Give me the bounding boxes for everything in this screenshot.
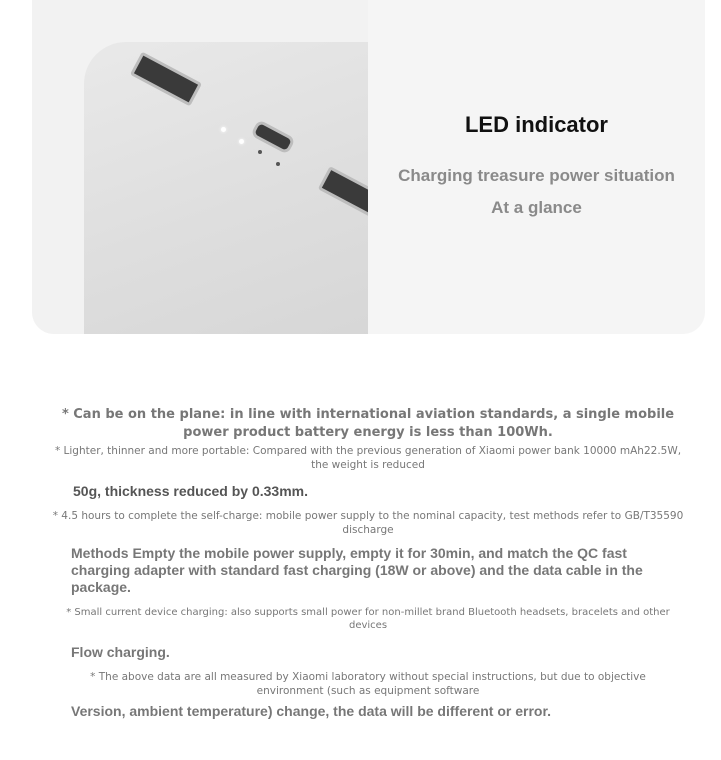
hero-subtitle: At a glance: [491, 198, 582, 217]
hero-subtitle: Charging treasure power situation: [398, 166, 675, 185]
page-title: LED indicator: [464, 112, 608, 137]
body-paragraph: Methods Empty the mobile power supply, empty it for 30min, and match the QC fast charging adapter with standard fast charging (18W or above) and the data cable in the package.: [71, 545, 643, 595]
led-light-icon: [258, 150, 262, 154]
led-light-icon: [276, 162, 280, 166]
body-paragraph: Flow charging.: [71, 644, 170, 660]
body-paragraph: Version, ambient temperature) change, the data will be different or error.: [71, 703, 552, 719]
led-light-icon: [239, 139, 244, 144]
footnote: * 4.5 hours to complete the self-charge: mobile power supply to the nominal capacity, test methods refer to GB/T35590 discharge: [52, 510, 684, 536]
footnote: * Small current device charging: also supports small power for non-millet brand Bluetooth headsets, bracelets and other devices: [66, 607, 670, 631]
body-paragraph: 50g, thickness reduced by 0.33mm.: [73, 483, 308, 499]
led-light-icon: [221, 127, 226, 132]
footnote: * The above data are all measured by Xiaomi laboratory without special instructions, but due to objective environment (such as equipment software: [90, 671, 646, 697]
hero-text: [368, 0, 705, 334]
power-bank-photo: [32, 0, 368, 334]
hero-banner: [32, 0, 705, 334]
footnote: * Lighter, thinner and more portable: Compared with the previous generation of Xiaomi power bank 10000 mAh22.5W, the weight is reduced: [54, 445, 682, 471]
footnote: * Can be on the plane: in line with international aviation standards, a single mobile power product battery energy is less than 100Wh.: [61, 407, 675, 440]
